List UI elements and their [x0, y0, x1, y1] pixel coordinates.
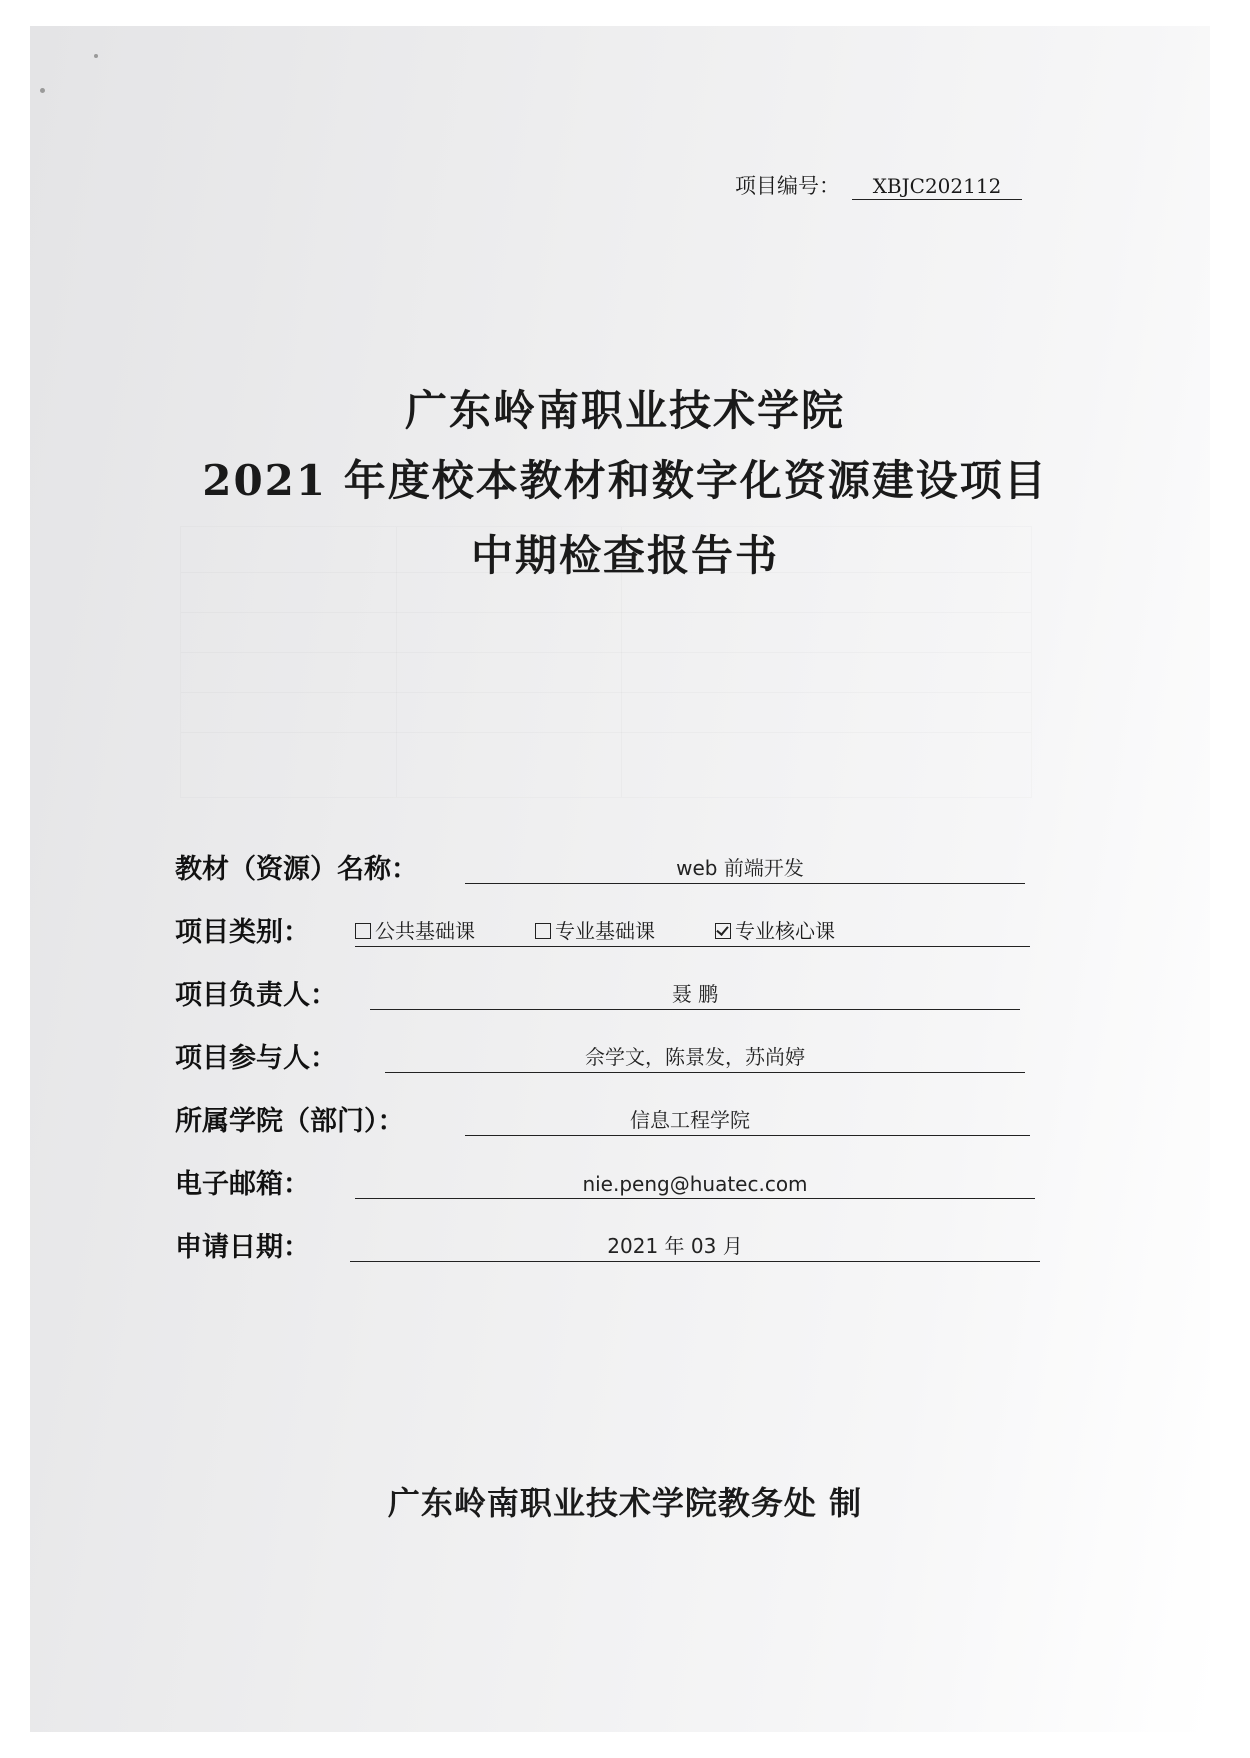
date-value: 2021 年 03 月 [607, 1234, 743, 1258]
category-option-label: 专业核心课 [735, 919, 835, 943]
title-report: 中期检查报告书 [470, 531, 779, 580]
issuer-footer: 广东岭南职业技术学院教务处 制 [387, 1484, 863, 1522]
staple-mark [94, 54, 98, 58]
checkbox-empty-icon[interactable] [535, 923, 551, 939]
leader-underline [370, 1009, 1020, 1010]
field-participants [175, 1035, 1055, 1075]
department-underline [465, 1135, 1030, 1136]
category-option-professional-core[interactable] [715, 915, 835, 944]
project-number-label: 项目编号： [735, 174, 840, 198]
field-date [175, 1224, 1055, 1264]
field-leader [175, 972, 1055, 1012]
staple-mark [40, 88, 45, 93]
participants-label: 项目参与人： [175, 1043, 337, 1074]
participants-value: 佘学文，陈景发，苏尚婷 [585, 1045, 805, 1069]
category-option-professional-basic[interactable] [535, 915, 655, 944]
email-label: 电子邮箱： [175, 1169, 310, 1200]
category-label: 项目类别： [175, 917, 310, 948]
email-value: nie.peng@huatec.com [582, 1172, 808, 1196]
title-school: 广东岭南职业技术学院 [404, 386, 845, 435]
project-number [735, 170, 1022, 200]
checkbox-empty-icon[interactable] [355, 923, 371, 939]
checkbox-checked-icon[interactable] [715, 923, 731, 939]
category-option-label: 专业基础课 [555, 919, 655, 943]
date-label: 申请日期： [175, 1232, 310, 1263]
field-email [175, 1161, 1055, 1201]
project-number-value: XBJC202112 [852, 174, 1022, 200]
title-project: 2021 年度校本教材和数字化资源建设项目 [202, 456, 1048, 505]
participants-underline [385, 1072, 1025, 1073]
field-material-name [175, 846, 1055, 886]
field-category [175, 909, 1055, 949]
material-name-label: 教材（资源）名称： [175, 854, 418, 885]
department-value: 信息工程学院 [630, 1108, 750, 1132]
material-name-underline [465, 883, 1025, 884]
date-underline [350, 1261, 1040, 1262]
leader-value: 聂 鹏 [671, 982, 719, 1006]
category-option-public[interactable] [355, 915, 475, 944]
leader-label: 项目负责人： [175, 980, 337, 1011]
category-options [355, 915, 835, 944]
email-underline [355, 1198, 1035, 1199]
field-department [175, 1098, 1055, 1138]
category-underline [355, 946, 1030, 947]
material-name-value: web 前端开发 [676, 856, 804, 880]
category-option-label: 公共基础课 [375, 919, 475, 943]
department-label: 所属学院（部门）： [175, 1106, 405, 1137]
